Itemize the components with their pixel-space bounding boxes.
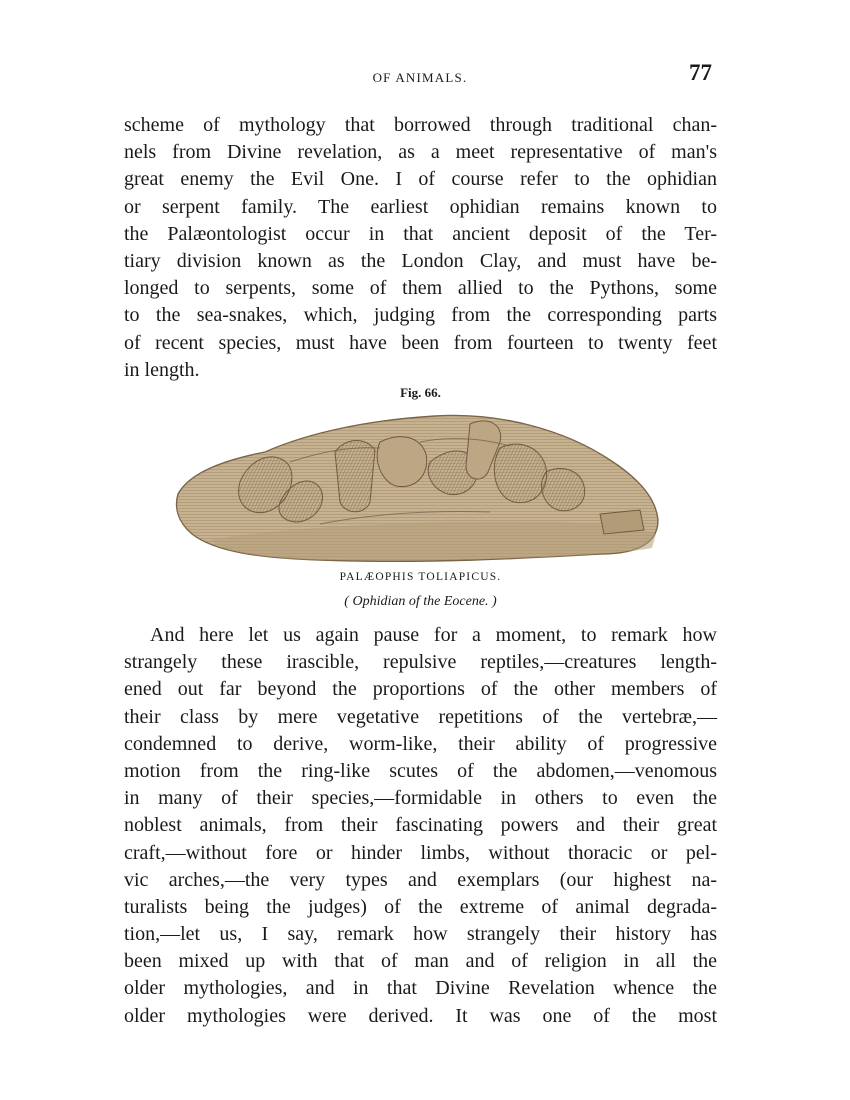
text-line: nels from Divine revelation, as a meet representative of man's — [124, 141, 717, 164]
text-line: strangely these irascible, repulsive reptiles,—creatures length- — [124, 651, 717, 674]
text-line: turalists being the judges) of the extreme of animal degrada- — [124, 895, 717, 918]
text-line: condemned to derive, worm-like, their ability of progressive — [124, 732, 717, 755]
text-line: ened out far beyond the proportions of the other members of — [124, 678, 717, 701]
paragraph-1 — [124, 112, 717, 384]
text-line: vic arches,—the very types and exemplars (our highest na- — [124, 868, 717, 891]
text-line: scheme of mythology that borrowed through traditional chan- — [124, 114, 717, 136]
text-line: the Palæontologist occur in that ancient deposit of the Ter- — [124, 222, 717, 245]
text-line: And here let us again pause for a moment, to remark how — [150, 624, 717, 646]
text-line: great enemy the Evil One. I of course refer to the ophidian — [124, 168, 717, 191]
text-line: tiary division known as the London Clay, and must have be- — [124, 249, 717, 272]
running-head — [124, 60, 716, 88]
text-line: in many of their species,—formidable in others to even the — [124, 787, 717, 810]
text-line: in length. — [124, 358, 200, 381]
text-line: of recent species, must have been from fourteen to twenty feet — [124, 331, 717, 354]
figure-subtitle: ( Ophidian of the Eocene. ) — [344, 594, 497, 609]
text-line: been mixed up with that of man and of religion in all the — [124, 950, 717, 973]
text-line: craft,—without fore or hinder limbs, without thoracic or pel- — [124, 841, 717, 864]
fossil-engraving-icon — [170, 402, 665, 570]
text-line: older mythologies, and in that Divine Revelation whence the — [124, 977, 717, 1000]
text-line: older mythologies were derived. It was one of the most — [124, 1004, 717, 1027]
figure-label: Fig. 66. — [400, 385, 441, 400]
text-line: to the sea-snakes, which, judging from the corresponding parts — [124, 304, 717, 327]
text-line: their class by mere vegetative repetitions of the vertebræ,— — [124, 705, 717, 728]
figure-title: PALÆOPHIS TOLIAPICUS. — [339, 571, 502, 583]
text-line: or serpent family. The earliest ophidian remains known to — [124, 195, 717, 218]
text-line: longed to serpents, some of them allied to the Pythons, some — [124, 277, 717, 300]
text-line: tion,—let us, I say, remark how strangely their history has — [124, 923, 717, 946]
text-line: noblest animals, from their fascinating powers and their great — [124, 814, 717, 837]
running-title: OF ANIMALS. — [372, 70, 468, 85]
paragraph-2 — [124, 622, 717, 1030]
text-line: motion from the ring-like scutes of the abdomen,—venomous — [124, 759, 717, 782]
page-number: 77 — [689, 60, 712, 85]
